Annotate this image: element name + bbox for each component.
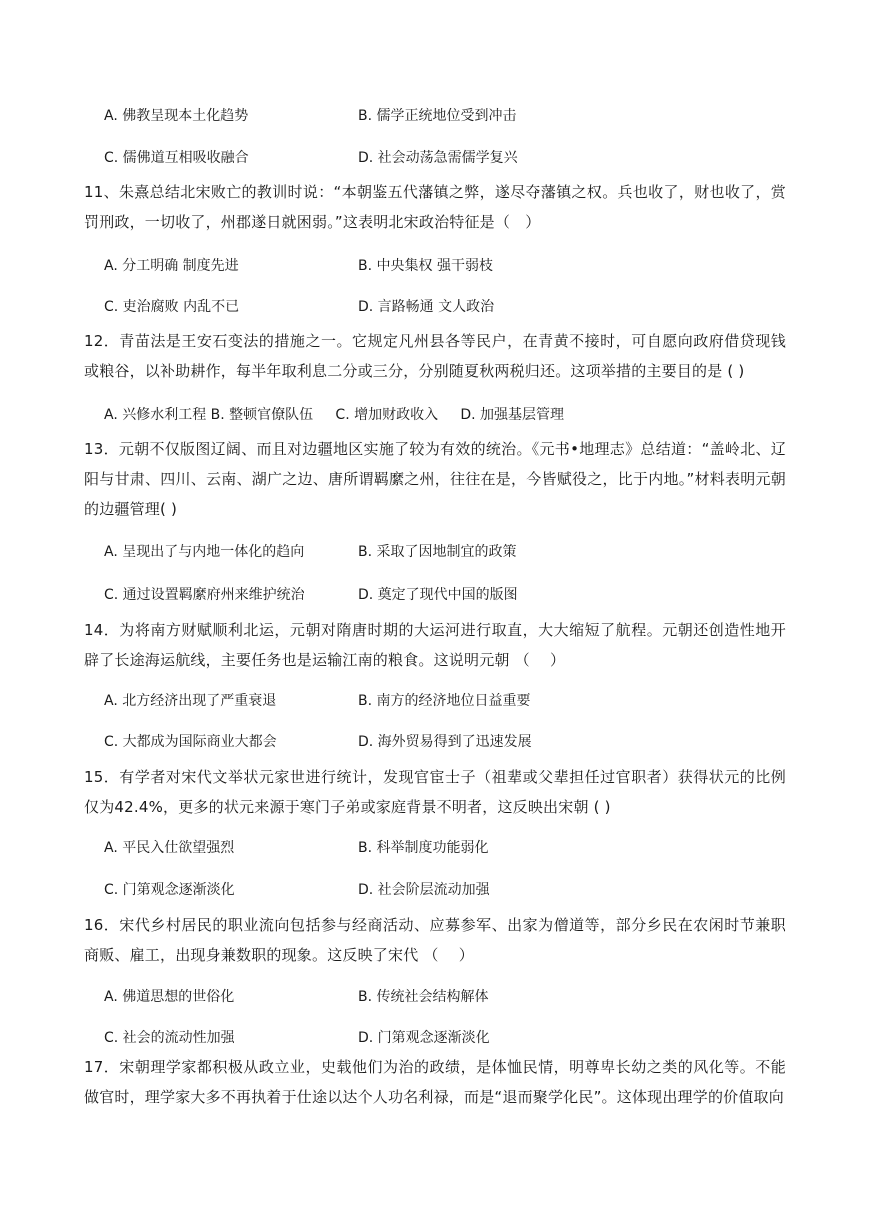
- q14-stem: 14．为将南方财赋顺利北运，元朝对隋唐时期的大运河进行取直，大大缩短了航程。元朝还创造性地开辟了长途海运航线，主要任务也是运输江南的粮食。这说明元朝 （ ）: [84, 621, 786, 669]
- q15-stem: 15．有学者对宋代文举状元家世进行统计，发现官宦士子（祖辈或父辈担任过官职者）获得状元的比例仅为42.4%，更多的状元来源于寒门子弟或家庭背景不明者，这反映出宋朝 ( ): [84, 768, 786, 816]
- q13-option-b: B. 采取了因地制宜的政策: [358, 544, 517, 560]
- q16-stem: 16．宋代乡村居民的职业流向包括参与经商活动、应募参军、出家为僧道等，部分乡民在农闲时节兼职商贩、雇工，出现身兼数职的现象。这反映了宋代 （ ）: [84, 916, 786, 964]
- q15-option-a: A. 平民入仕欲望强烈: [104, 840, 235, 856]
- q15-option-c: C. 门第观念逐渐淡化: [104, 882, 235, 898]
- q11-option-b: B. 中央集权 强干弱枝: [358, 258, 493, 274]
- q14-option-a: A. 北方经济出现了严重衰退: [104, 693, 277, 709]
- q13-stem: 13．元朝不仅版图辽阔、而且对边疆地区实施了较为有效的统治。《元书•地理志》总结道：“盖岭北、辽阳与甘肃、四川、云南、湖广之边、唐所谓羁縻之州，往往在是，今皆赋役之，比于内地。”材料表明元朝的边疆管理( ): [84, 440, 786, 518]
- q17-stem: 17．宋朝理学家都积极从政立业，史载他们为治的政绩，是体恤民情，明尊卑长幼之类的风化等。不能做官时，理学家大多不再执着于仕途以达个人功名利禄，而是“退而聚学化民”。这体现出理学的价值取向: [84, 1058, 786, 1106]
- q11-option-a: A. 分工明确 制度先进: [104, 258, 239, 274]
- q13-option-a: A. 呈现出了与内地一体化的趋向: [104, 544, 305, 560]
- q15-option-d: D. 社会阶层流动加强: [358, 882, 490, 898]
- q12-stem: 12．青苗法是王安石变法的措施之一。它规定凡州县各等民户，在青黄不接时，可自愿向政府借贷现钱或粮谷，以补助耕作，每半年取利息二分或三分，分别随夏秋两税归还。这项举措的主要目的是 ( ): [84, 332, 786, 380]
- q14-option-d: D. 海外贸易得到了迅速发展: [358, 734, 532, 750]
- q13-option-c: C. 通过设置羁縻府州来维护统治: [104, 587, 305, 603]
- q10-option-d: D. 社会动荡急需儒学复兴: [358, 150, 518, 166]
- q10-option-c: C. 儒佛道互相吸收融合: [104, 150, 249, 166]
- q13-option-d: D. 奠定了现代中国的版图: [358, 587, 518, 603]
- q14-option-b: B. 南方的经济地位日益重要: [358, 693, 531, 709]
- q10-option-a: A. 佛教呈现本土化趋势: [104, 108, 249, 124]
- q16-option-a: A. 佛道思想的世俗化: [104, 989, 235, 1005]
- q15-option-b: B. 科举制度功能弱化: [358, 840, 489, 856]
- q10-option-b: B. 儒学正统地位受到冲击: [358, 108, 517, 124]
- q16-option-c: C. 社会的流动性加强: [104, 1030, 235, 1046]
- q12-options: A. 兴修水利工程 B. 整顿官僚队伍 C. 增加财政收入 D. 加强基层管理: [104, 407, 565, 423]
- q14-option-c: C. 大都成为国际商业大都会: [104, 734, 277, 750]
- q16-option-d: D. 门第观念逐渐淡化: [358, 1030, 490, 1046]
- q11-option-c: C. 吏治腐败 内乱不已: [104, 299, 240, 315]
- q11-stem: 11、朱熹总结北宋败亡的教训时说：“本朝鉴五代藩镇之弊，遂尽夺藩镇之权。兵也收了，财也收了，赏罚刑政，一切收了，州郡遂日就困弱。”这表明北宋政治特征是（ ）: [84, 183, 786, 231]
- q16-option-b: B. 传统社会结构解体: [358, 989, 489, 1005]
- q11-option-d: D. 言路畅通 文人政治: [358, 299, 495, 315]
